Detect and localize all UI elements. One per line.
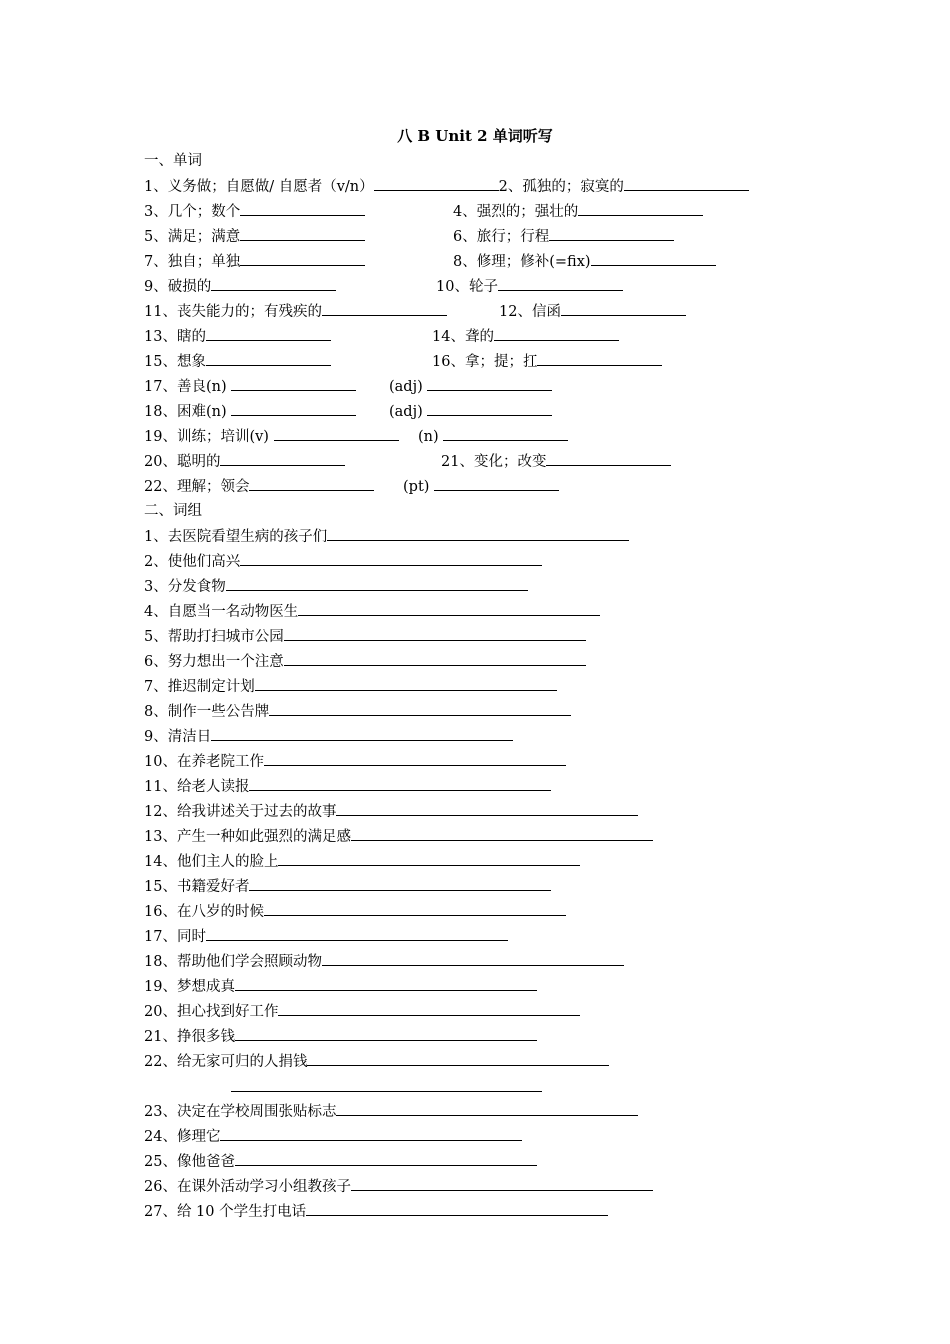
phrase-prompt: 13、产生一种如此强烈的满足感 — [144, 829, 351, 845]
phrase-row — [144, 1100, 638, 1122]
answer-blank[interactable] — [624, 175, 749, 191]
phrase-prompt: 11、给老人读报 — [144, 779, 250, 795]
answer-blank[interactable] — [537, 350, 662, 366]
answer-blank[interactable] — [231, 1076, 542, 1092]
word-prompt: 9、破损的 — [144, 279, 212, 295]
answer-blank[interactable] — [434, 475, 559, 491]
phrase-prompt: 19、梦想成真 — [144, 979, 235, 995]
word-prompt: 7、独自；单独 — [144, 254, 241, 270]
section-heading-phrases: 二、词组 — [144, 503, 202, 519]
word-prompt: 20、聪明的 — [144, 454, 221, 470]
answer-blank[interactable] — [561, 300, 686, 316]
answer-blank[interactable] — [306, 1200, 608, 1216]
word-prompt: 5、满足；满意 — [144, 229, 241, 245]
phrase-prompt: 2、使他们高兴 — [144, 554, 241, 570]
answer-blank[interactable] — [264, 750, 566, 766]
phrase-prompt: 6、努力想出一个注意 — [144, 654, 284, 670]
phrase-prompt: 8、制作一些公告牌 — [144, 704, 270, 720]
word-prompt: 12、信函 — [499, 304, 561, 320]
answer-blank[interactable] — [546, 450, 671, 466]
answer-blank[interactable] — [249, 475, 374, 491]
answer-blank[interactable] — [374, 175, 499, 191]
word-prompt: 11、丧失能力的；有残疾的 — [144, 304, 322, 320]
phrase-row — [144, 975, 537, 997]
answer-blank[interactable] — [206, 925, 508, 941]
answer-blank[interactable] — [427, 375, 552, 391]
phrase-row — [144, 725, 513, 747]
phrase-row — [144, 900, 566, 922]
answer-blank[interactable] — [240, 550, 542, 566]
phrase-row — [144, 575, 528, 597]
phrase-prompt: 17、同时 — [144, 929, 206, 945]
phrase-row — [144, 750, 566, 772]
answer-blank[interactable] — [240, 200, 365, 216]
phrase-prompt: 12、给我讲述关于过去的故事 — [144, 804, 337, 820]
answer-blank[interactable] — [249, 775, 551, 791]
phrase-prompt: 24、修理它 — [144, 1129, 221, 1145]
phrase-row — [144, 700, 571, 722]
word-prompt: 6、旅行；行程 — [453, 229, 550, 245]
answer-blank[interactable] — [284, 650, 586, 666]
answer-blank[interactable] — [274, 425, 399, 441]
phrase-prompt: 18、帮助他们学会照顾动物 — [144, 954, 322, 970]
phrase-prompt: 5、帮助打扫城市公园 — [144, 629, 284, 645]
phrase-prompt: 15、书籍爱好者 — [144, 879, 250, 895]
phrase-prompt: 10、在养老院工作 — [144, 754, 264, 770]
phrase-prompt: 22、给无家可归的人捐钱 — [144, 1054, 308, 1070]
phrase-prompt: 25、像他爸爸 — [144, 1154, 235, 1170]
answer-blank[interactable] — [351, 825, 653, 841]
answer-blank[interactable] — [307, 1050, 609, 1066]
word-form-label: (pt) — [403, 479, 430, 495]
phrase-prompt: 23、决定在学校周围张贴标志 — [144, 1104, 337, 1120]
phrase-row — [144, 1175, 653, 1197]
worksheet-title: 八 B Unit 2 单词听写 — [397, 127, 553, 145]
answer-blank[interactable] — [269, 700, 571, 716]
word-prompt: 4、强烈的；强壮的 — [453, 204, 579, 220]
word-prompt: 13、瞎的 — [144, 329, 206, 345]
answer-blank[interactable] — [220, 450, 345, 466]
answer-blank[interactable] — [220, 1125, 522, 1141]
word-prompt: 1、义务做；自愿做/ 自愿者（v/n） — [144, 179, 374, 195]
answer-blank[interactable] — [284, 625, 586, 641]
phrase-prompt: 4、自愿当一名动物医生 — [144, 604, 299, 620]
answer-blank[interactable] — [211, 275, 336, 291]
answer-blank[interactable] — [322, 950, 624, 966]
phrase-row — [144, 650, 586, 672]
answer-blank[interactable] — [206, 350, 331, 366]
answer-blank[interactable] — [278, 850, 580, 866]
phrase-row — [144, 1050, 609, 1072]
answer-blank[interactable] — [298, 600, 600, 616]
word-prompt: 16、拿；提；扛 — [432, 354, 538, 370]
phrase-row — [144, 950, 624, 972]
answer-blank[interactable] — [336, 1100, 638, 1116]
word-prompt: 18、困难(n) — [144, 404, 227, 420]
answer-blank[interactable] — [206, 325, 331, 341]
answer-blank[interactable] — [240, 225, 365, 241]
word-form-label: (adj) — [389, 379, 423, 395]
phrase-row — [144, 850, 580, 872]
answer-blank[interactable] — [211, 725, 513, 741]
word-prompt: 21、变化；改变 — [441, 454, 547, 470]
word-prompt: 22、理解；领会 — [144, 479, 250, 495]
word-form-label: (adj) — [389, 404, 423, 420]
answer-blank[interactable] — [327, 525, 629, 541]
answer-blank[interactable] — [494, 325, 619, 341]
word-prompt: 10、轮子 — [436, 279, 498, 295]
phrase-prompt: 27、给 10 个学生打电话 — [144, 1204, 307, 1220]
answer-blank[interactable] — [443, 425, 568, 441]
answer-blank[interactable] — [264, 900, 566, 916]
phrase-row — [144, 1025, 537, 1047]
answer-blank[interactable] — [351, 1175, 653, 1191]
answer-blank[interactable] — [249, 875, 551, 891]
phrase-row — [144, 1200, 608, 1222]
phrase-row — [144, 1000, 580, 1022]
phrase-prompt: 26、在课外活动学习小组教孩子 — [144, 1179, 351, 1195]
phrase-prompt: 21、挣很多钱 — [144, 1029, 235, 1045]
answer-blank[interactable] — [549, 225, 674, 241]
word-prompt: 19、训练；培训(v) — [144, 429, 269, 445]
section-heading-words: 一、单词 — [144, 153, 202, 169]
answer-blank[interactable] — [427, 400, 552, 416]
word-prompt: 15、想象 — [144, 354, 206, 370]
phrase-row — [144, 1150, 537, 1172]
phrase-row — [144, 625, 586, 647]
answer-blank[interactable] — [235, 975, 537, 991]
word-prompt: 17、善良(n) — [144, 379, 227, 395]
word-prompt: 8、修理；修补(=fix) — [453, 254, 591, 270]
phrase-prompt: 9、清洁日 — [144, 729, 212, 745]
phrase-prompt: 14、他们主人的脸上 — [144, 854, 279, 870]
answer-blank[interactable] — [578, 200, 703, 216]
phrase-prompt: 20、担心找到好工作 — [144, 1004, 279, 1020]
answer-blank[interactable] — [322, 300, 447, 316]
answer-blank[interactable] — [226, 575, 528, 591]
phrase-row — [144, 825, 653, 847]
answer-blank[interactable] — [235, 1025, 537, 1041]
phrase-row — [144, 675, 557, 697]
answer-blank[interactable] — [235, 1150, 537, 1166]
answer-blank[interactable] — [240, 250, 365, 266]
answer-blank[interactable] — [231, 375, 356, 391]
answer-blank[interactable] — [255, 675, 557, 691]
answer-blank[interactable] — [498, 275, 623, 291]
answer-blank[interactable] — [336, 800, 638, 816]
phrase-row — [144, 1125, 522, 1147]
phrase-row — [144, 550, 542, 572]
phrase-prompt: 7、推迟制定计划 — [144, 679, 255, 695]
word-form-label: (n) — [418, 429, 439, 445]
phrase-prompt: 1、去医院看望生病的孩子们 — [144, 529, 328, 545]
phrase-row — [144, 600, 600, 622]
answer-blank[interactable] — [231, 400, 356, 416]
word-prompt: 2、孤独的；寂寞的 — [498, 179, 624, 195]
word-prompt: 3、几个；数个 — [144, 204, 241, 220]
phrase-row — [144, 925, 508, 947]
phrase-row — [144, 800, 638, 822]
phrase-row — [144, 525, 629, 547]
phrase-row — [144, 775, 551, 797]
phrase-prompt: 16、在八岁的时候 — [144, 904, 264, 920]
word-prompt: 14、聋的 — [432, 329, 494, 345]
answer-blank[interactable] — [591, 250, 716, 266]
answer-blank[interactable] — [278, 1000, 580, 1016]
phrase-prompt: 3、分发食物 — [144, 579, 226, 595]
phrase-row — [144, 875, 551, 897]
